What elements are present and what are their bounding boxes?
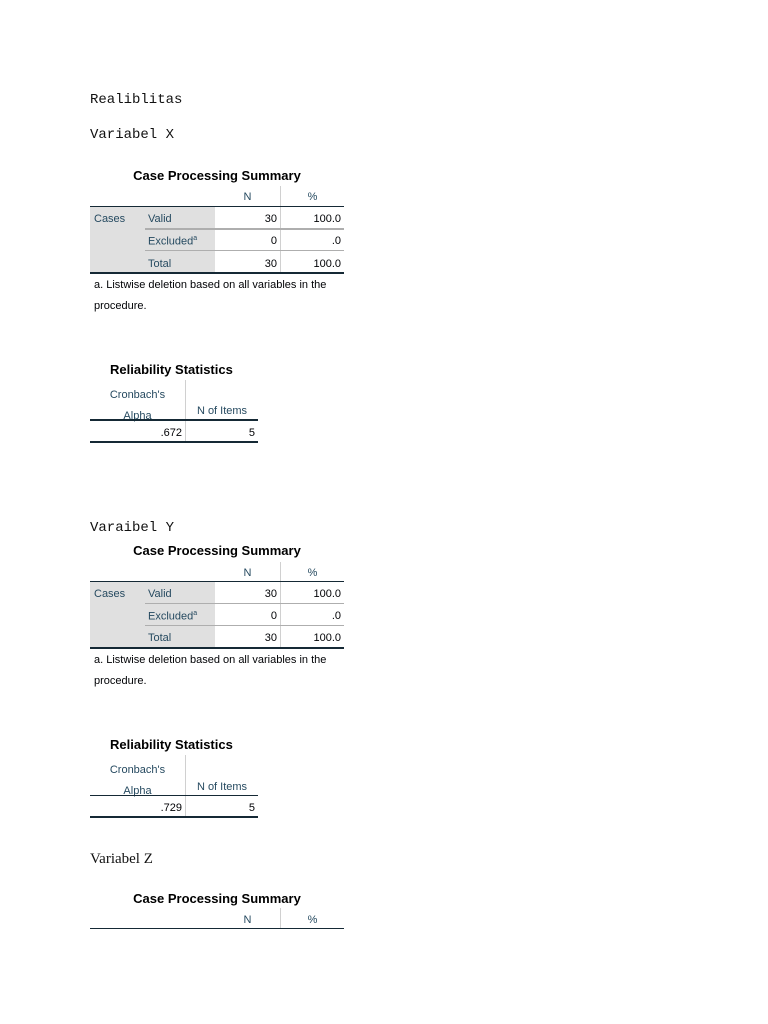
column-header-percent: % [307, 567, 318, 579]
cell-valid-n-y: 30 [264, 588, 277, 600]
column-header-items: N of Items [196, 405, 248, 417]
cell-valid-pct-y: 100.0 [313, 588, 341, 600]
cell-valid-pct-x: 100.0 [313, 213, 341, 225]
footnote-x: a. Listwise deletion based on all variables in the procedure. [94, 279, 327, 312]
cell-total-pct-x: 100.0 [313, 258, 341, 270]
table-title: Reliability Statistics [110, 737, 233, 752]
column-header-percent: % [307, 191, 318, 203]
column-header-percent: % [307, 914, 318, 926]
cell-valid-n-x: 30 [264, 213, 277, 225]
cell-excluded-n-y: 0 [270, 610, 277, 622]
table-title: Case Processing Summary [133, 543, 301, 558]
column-header-alpha: Cronbach's Alpha [109, 764, 166, 797]
cell-alpha-value: .729 [160, 802, 182, 814]
cell-alpha-value: .672 [160, 427, 182, 439]
row-label-total: Total [148, 258, 172, 270]
table-title: Case Processing Summary [133, 168, 301, 183]
footnote-y: a. Listwise deletion based on all variables in the procedure. [94, 654, 327, 687]
column-header-n: N [243, 914, 252, 926]
row-group-cases: Cases [94, 213, 126, 225]
cell-items-value: 5 [248, 427, 255, 439]
cell-total-pct-y: 100.0 [313, 632, 341, 644]
cell-excluded-pct-y: .0 [331, 610, 341, 622]
section-heading-reliabilitas: Realiblitas [90, 92, 183, 108]
cell-excluded-n-x: 0 [270, 235, 277, 247]
row-label-excluded: Excluded$^a$ [148, 610, 198, 623]
column-header-n: N [243, 191, 252, 203]
table-title: Case Processing Summary [133, 891, 301, 906]
cell-items-value: 5 [248, 802, 255, 814]
section-heading-variable-x: Variabel X [90, 127, 175, 143]
section-heading-variable-y: Varaibel Y [90, 520, 175, 536]
cell-total-n-x: 30 [264, 258, 277, 270]
row-label-valid: Valid [148, 213, 172, 225]
cell-total-n-y: 30 [264, 632, 277, 644]
row-label-total: Total [148, 632, 172, 644]
section-heading-variable-z: Variabel Z [90, 851, 153, 867]
row-group-cases: Cases [94, 588, 126, 600]
column-header-alpha: Cronbach's Alpha [109, 389, 166, 422]
table-title: Reliability Statistics [110, 362, 233, 377]
column-header-items: N of Items [196, 781, 248, 793]
row-label-excluded: Excluded$^a$ [148, 235, 198, 248]
cell-excluded-pct-x: .0 [331, 235, 341, 247]
column-header-n: N [243, 567, 252, 579]
row-label-valid: Valid [148, 588, 172, 600]
